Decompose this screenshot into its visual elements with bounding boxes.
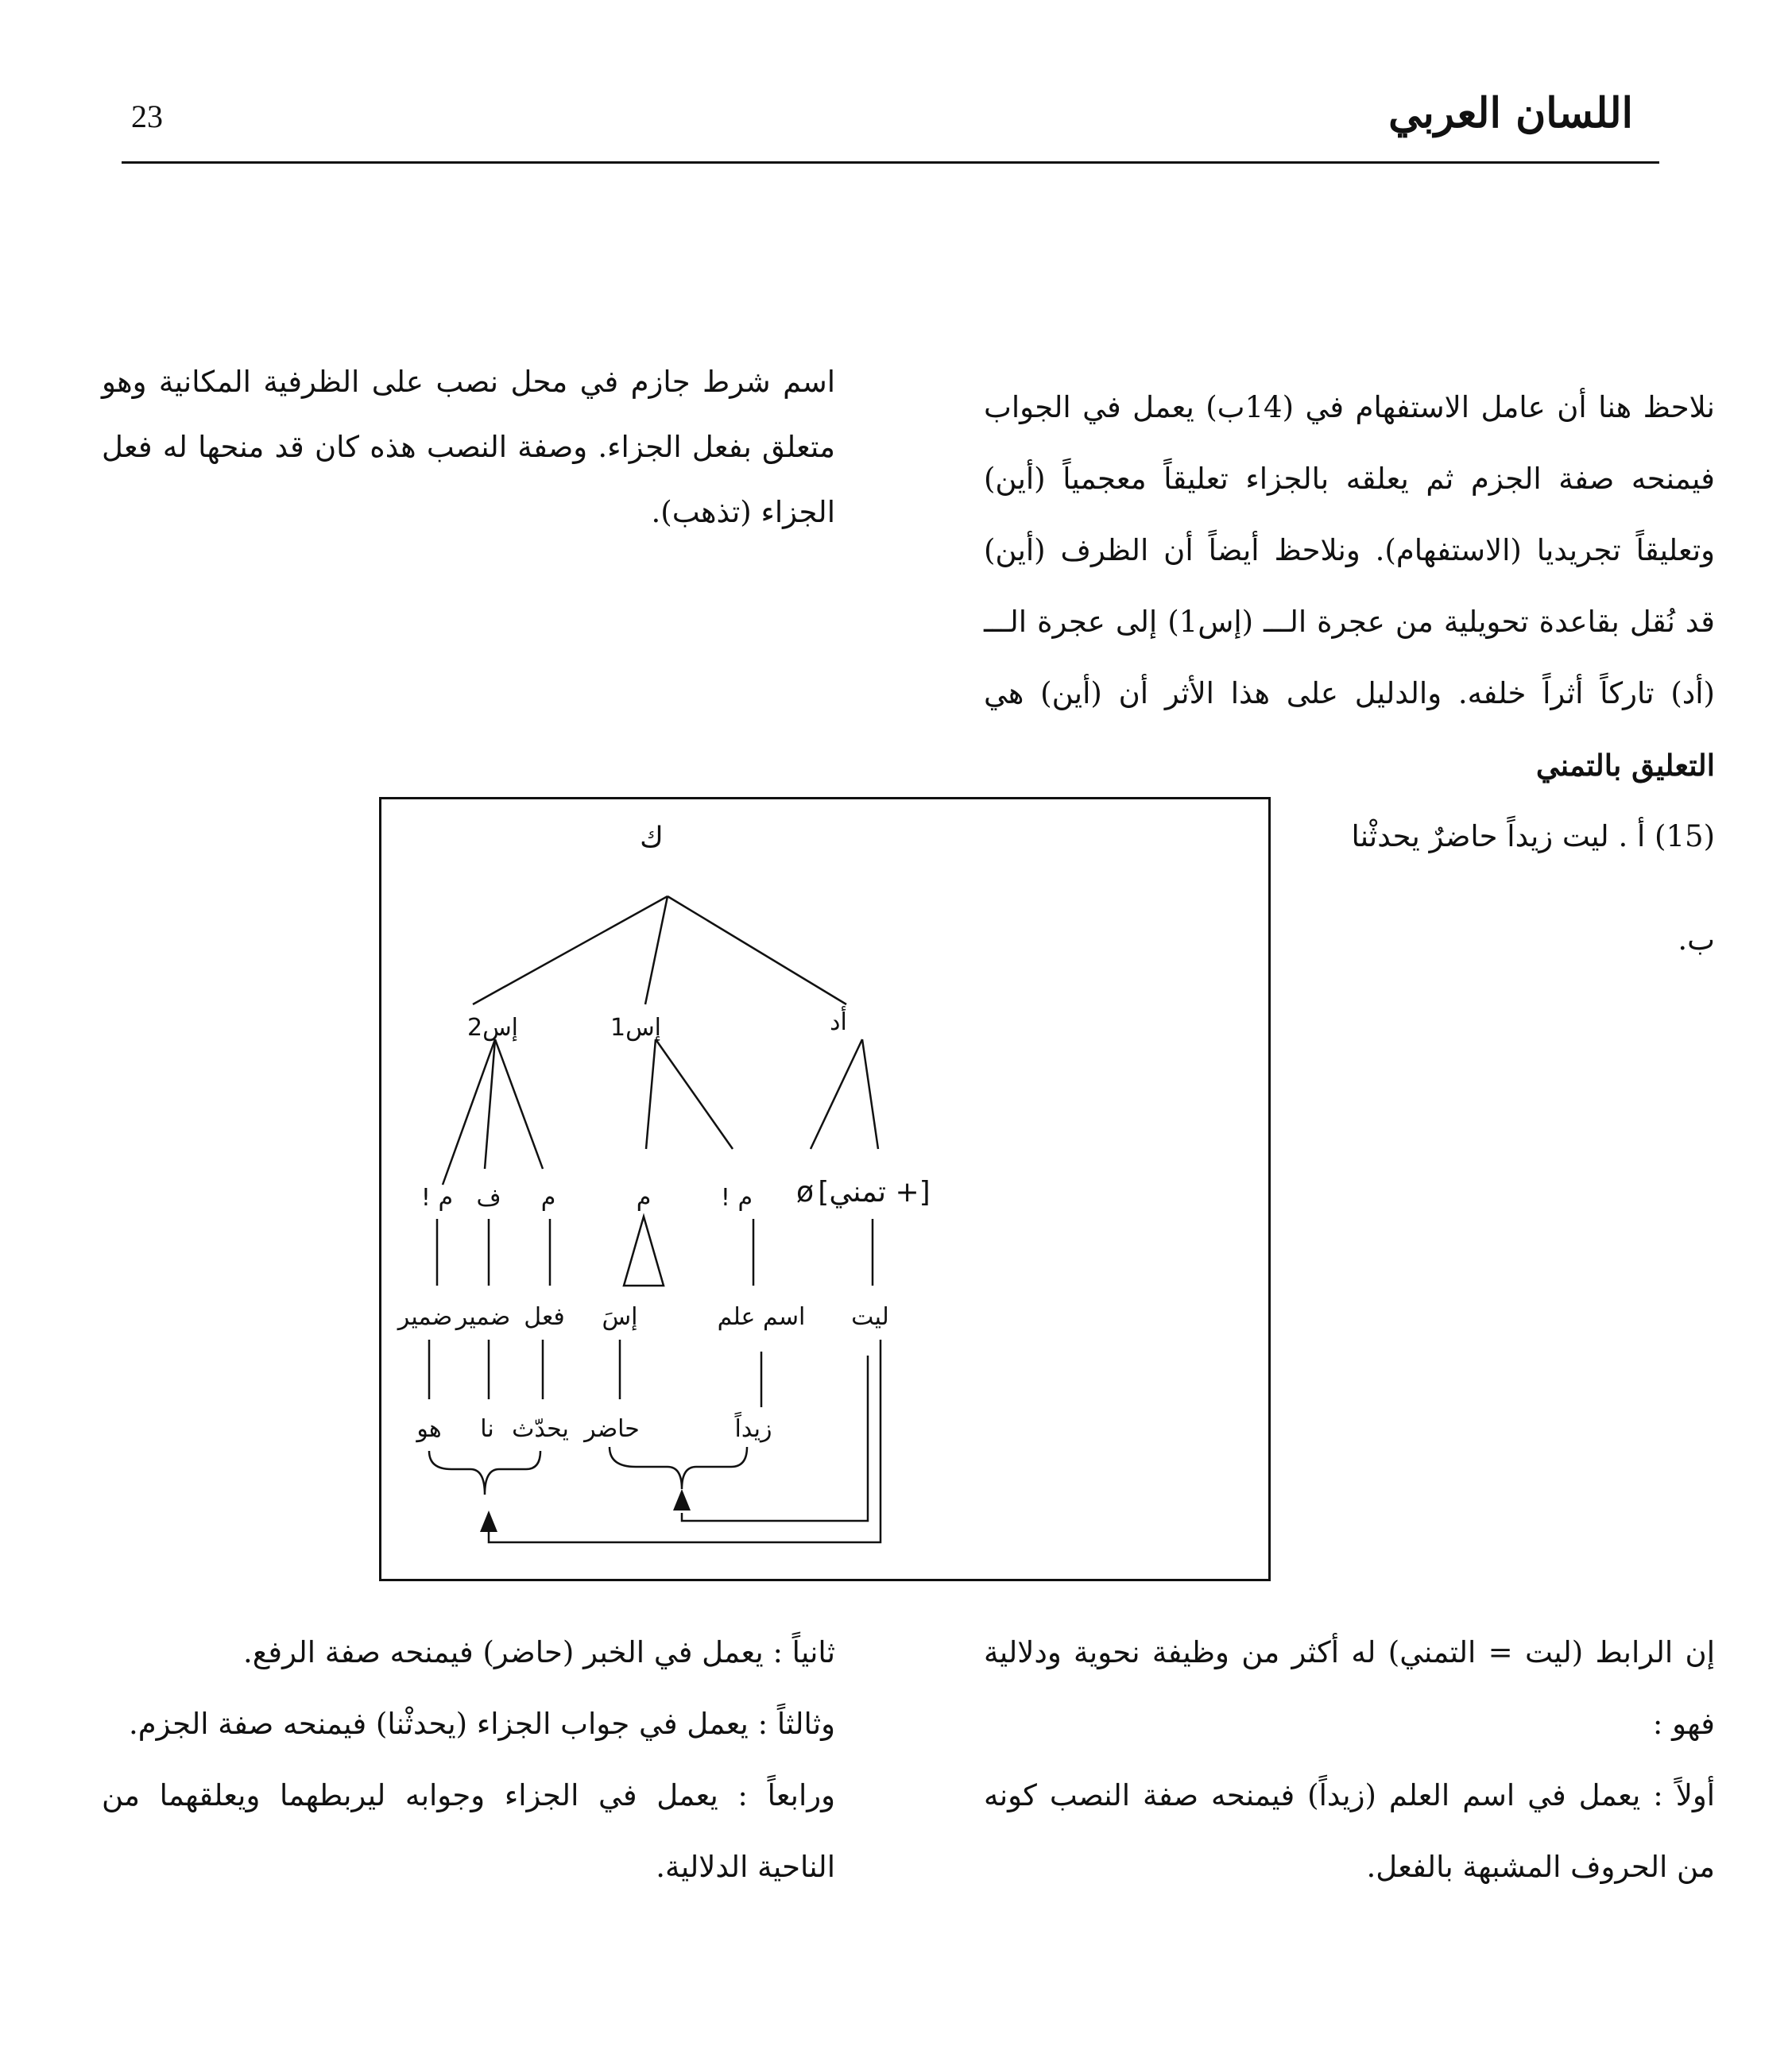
paragraph-line: وتعليقاً تجريديا (الاستفهام). ونلاحظ أيضاً أن الظرف (أين) [984, 533, 1715, 567]
tree-leaf-damir: ضمير [455, 1303, 511, 1331]
tree-edge [656, 1039, 733, 1149]
tree-edge [862, 1039, 878, 1149]
tree-leaf-is: إسَ [602, 1303, 638, 1331]
tree-edge [668, 896, 846, 1004]
tree-leaf-fil: فعل [524, 1303, 565, 1331]
arrow-line [682, 1356, 868, 1521]
tree-word-yuhaddith: يحدّث [512, 1415, 569, 1443]
left-column-top [102, 350, 835, 545]
tree-node-empty: ø [795, 1176, 815, 1209]
tree-node-m-excl: م ! [720, 1184, 753, 1212]
right-column-bottom [984, 1617, 1715, 1903]
tree-edge [811, 1039, 862, 1149]
tree-root: ك [640, 822, 664, 854]
tree-node-f: ف [476, 1184, 501, 1212]
paragraph-line: قد نُقل بقاعدة تحويلية من عجرة الـــ (إس1) إلى عجرة الـــ [984, 605, 1715, 639]
tree-node-m: م [540, 1184, 556, 1212]
paragraph-line: متعلق بفعل الجزاء. وصفة النصب هذه كان قد منحها له فعل [102, 430, 835, 464]
tree-node-m-excl: م ! [420, 1184, 454, 1212]
section-heading: التعليق بالتمني [1535, 748, 1715, 783]
header-rule [122, 161, 1659, 164]
paragraph-line: نلاحظ هنا أن عامل الاستفهام في (14ب) يعمل في الجواب [984, 390, 1715, 424]
tree-node-tamanni: [+ تمني] [818, 1176, 931, 1209]
paragraph-line: (أد) تاركاً أثراً خلفه. والدليل على هذا الأثر أن (أين) هي [984, 676, 1715, 710]
brace [610, 1447, 747, 1489]
paragraph-line: من الحروف المشبهة بالفعل. [1366, 1850, 1715, 1884]
tree-edge [443, 1039, 495, 1185]
page-number: 23 [131, 99, 163, 134]
arrowhead-icon [480, 1511, 497, 1532]
paragraph-line: الناحية الدلالية. [656, 1850, 835, 1884]
tree-leaf-damir: ضمير [397, 1303, 453, 1331]
syntax-tree-figure [379, 797, 1271, 1581]
paragraph-line: إن الرابط (ليت = التمني) له أكثر من وظيفة نحوية ودلالية [984, 1635, 1715, 1669]
tree-node-is2: إس2 [466, 1014, 519, 1042]
paragraph-line: اسم شرط جازم في محل نصب على الظرفية المكانية وهو [102, 365, 835, 399]
arrowhead-icon [673, 1489, 691, 1511]
left-column-bottom [102, 1617, 835, 1903]
paragraph-line: ورابعاً : يعمل في الجزاء وجوابه ليربطهما ويعلقهما من [102, 1778, 835, 1812]
tree-edge [645, 896, 668, 1004]
brace [429, 1451, 540, 1495]
tree-leaf-ism-alam: اسم علم [717, 1303, 806, 1331]
paragraph-line: ثانياً : يعمل في الخبر (حاضر) فيمنحه صفة الرفع. [242, 1635, 835, 1669]
example-15b: ب. [1678, 923, 1715, 957]
example-15a: (15) أ . ليت زيداً حاضرٌ يحدثْنا [1351, 819, 1715, 853]
triangle-node [624, 1217, 664, 1286]
paragraph-line: فيمنحه صفة الجزم ثم يعلقه بالجزاء تعليقاً معجمياً (أين) [984, 462, 1715, 496]
tree-leaf-layta: ليت [851, 1303, 889, 1331]
tree-edge [646, 1039, 656, 1149]
tree-edge [485, 1039, 495, 1169]
paragraph-line: فهو : [1652, 1707, 1715, 1741]
syntax-tree-svg [381, 799, 1268, 1579]
tree-edge [473, 896, 668, 1004]
tree-word-zaydan: زيداً [734, 1415, 772, 1443]
tree-word-na: نا [480, 1415, 494, 1443]
journal-title: اللسان العربي [1388, 89, 1633, 137]
paragraph-line: وثالثاً : يعمل في جواب الجزاء (يحدثْنا) فيمنحه صفة الجزم. [128, 1707, 835, 1741]
tree-node-ad: أد [830, 1008, 847, 1036]
paragraph-line: الجزاء (تذهب). [651, 495, 835, 529]
paragraph-line: أولاً : يعمل في اسم العلم (زيداً) فيمنحه صفة النصب كونه [984, 1778, 1715, 1812]
tree-word-hadir: حاضر [584, 1415, 640, 1443]
tree-edge [495, 1039, 543, 1169]
tree-word-huwa: هو [416, 1415, 442, 1443]
tree-node-is1: إس1 [610, 1014, 662, 1042]
tree-node-m: م [636, 1184, 652, 1212]
